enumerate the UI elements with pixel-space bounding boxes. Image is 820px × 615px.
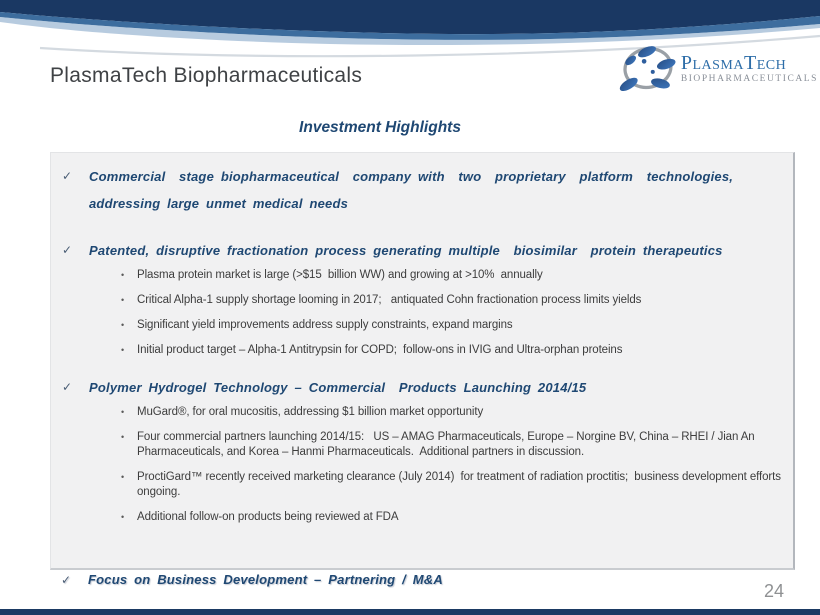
bullet-label: Focus on Business Development – Partnering / M&A	[88, 572, 443, 587]
sub-bullet-text: Additional follow-on products being reviewed at FDA	[137, 511, 399, 523]
dot-bullet-icon: •	[121, 345, 125, 355]
sub-bullet	[51, 510, 793, 525]
sub-bullet-text: Significant yield improvements address supply constraints, expand margins	[137, 319, 513, 331]
sub-bullet	[51, 293, 793, 308]
plasma-cells-icon	[618, 44, 676, 94]
bullet-polymer-hydrogel	[51, 374, 793, 401]
sub-bullet-text: Plasma protein market is large (>$15 billion WW) and growing at >10% annually	[137, 269, 543, 281]
section-heading: Investment Highlights	[299, 119, 461, 136]
dot-bullet-icon: •	[121, 432, 125, 442]
dot-bullet-icon: •	[121, 512, 125, 522]
checkmark-icon: ✓	[62, 380, 73, 394]
sub-bullet-text: MuGard®, for oral mucositis, addressing $1 billion market opportunity	[137, 406, 484, 418]
company-logo	[618, 44, 818, 94]
bullet-label: Polymer Hydrogel Technology – Commercial Products Launching 2014/15	[89, 380, 587, 395]
sub-bullet	[51, 405, 793, 420]
logo-name: PLASMATECH	[680, 52, 787, 75]
checkmark-icon: ✓	[61, 573, 72, 587]
logo-subtitle: BIOPHARMACEUTICALS	[680, 74, 818, 85]
checkmark-icon: ✓	[62, 169, 73, 183]
sub-bullet-text: Four commercial partners launching 2014/15: US – AMAG Pharmaceuticals, Europe – Norgine BV, China – RHEI / Jian An Pharmaceuticals, and Korea – Hanmi Pharmaceuticals. Additional partners in discussion.	[137, 431, 758, 458]
sub-bullet	[51, 430, 793, 460]
bullet-label: Commercial stage biopharmaceutical company with two proprietary platform technologies, addressing large unmet medical needs	[89, 169, 740, 211]
dot-bullet-icon: •	[121, 320, 125, 330]
sub-bullet	[51, 343, 793, 358]
page-title: PlasmaTech Biopharmaceuticals	[50, 64, 363, 87]
dot-bullet-icon: •	[121, 270, 125, 280]
logo-text	[681, 53, 818, 85]
sub-bullet	[51, 470, 793, 500]
bullet-business-development	[50, 570, 795, 590]
dot-bullet-icon: •	[121, 407, 125, 417]
bullet-fractionation	[51, 237, 793, 264]
sub-bullet	[51, 268, 793, 283]
sub-bullet-text: Initial product target – Alpha-1 Antitrypsin for COPD; follow-ons in IVIG and Ultra-orphan proteins	[137, 344, 623, 356]
sub-bullet	[51, 318, 793, 333]
bullet-commercial-stage	[51, 163, 793, 217]
sub-bullets-fractionation	[51, 268, 793, 358]
footer-bar	[0, 609, 820, 615]
page-number: 24	[763, 581, 784, 601]
sub-bullet-text: Critical Alpha-1 supply shortage looming in 2017; antiquated Cohn fractionation process limits yields	[137, 294, 642, 306]
dot-bullet-icon: •	[121, 472, 125, 482]
dot-bullet-icon: •	[121, 295, 125, 305]
bullet-label: Patented, disruptive fractionation process generating multiple biosimilar protein therapeutics	[89, 243, 723, 258]
sub-bullets-polymer	[51, 405, 793, 525]
checkmark-icon: ✓	[62, 243, 73, 257]
sub-bullet-text: ProctiGard™ recently received marketing clearance (July 2014) for treatment of radiation proctitis; business development efforts ongoing.	[137, 471, 784, 498]
content-box	[50, 152, 795, 570]
